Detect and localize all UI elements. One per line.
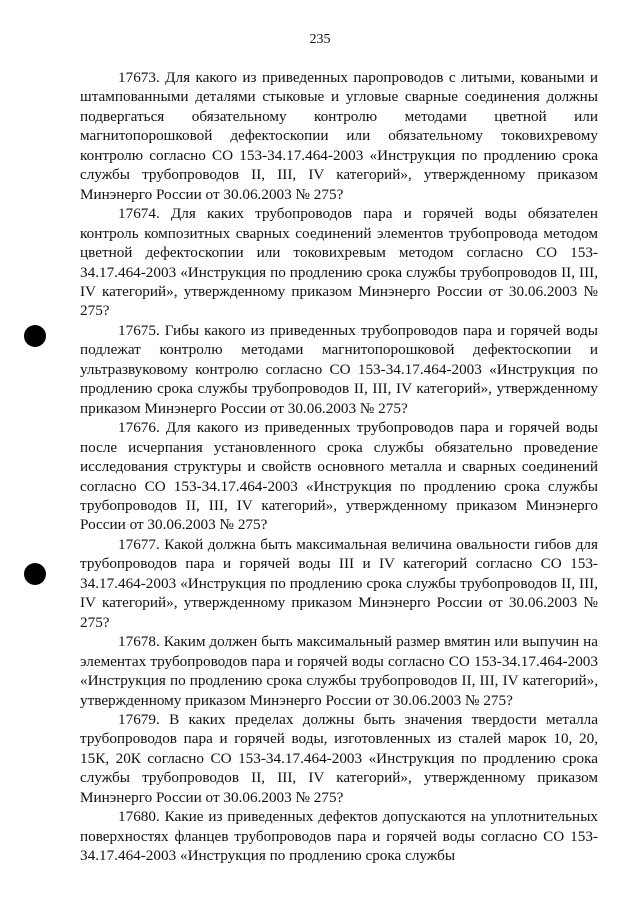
- question-17676: 17676. Для какого из приведенных трубопроводов пара и горячей воды после исчерпания установленного срока службы обязательно проведение исследования структуры и свойств основного металла и сварных соединений согласно СО 153-34.17.464-2003 «Инструкция по продлению срока службы трубопроводов II, III, IV категорий», утвержденному приказом Минэнерго России от 30.06.2003 № 275?: [80, 419, 598, 534]
- question-17677: 17677. Какой должна быть максимальная величина овальности гибов для трубопроводов пара и горячей воды III и IV категорий согласно СО 153-34.17.464-2003 «Инструкция по продлению срока службы трубопроводов II, III, IV категорий», утвержденному приказом Минэнерго России от 30.06.2003 № 275?: [80, 535, 598, 631]
- question-17680: 17680. Какие из приведенных дефектов допускаются на уплотнительных поверхностях фланцев трубопроводов пара и горячей воды согласно СО 153-34.17.464-2003 «Инструкция по продлению срока службы: [80, 808, 598, 865]
- binder-hole: [24, 325, 46, 347]
- question-17679: 17679. В каких пределах должны быть значения твердости металла трубопроводов пара и горячей воды, изготовленных из сталей марок 10, 20, 15К, 20К согласно СО 153-34.17.464-2003 «Инструкция по продлению срока службы трубопроводов II, III, IV категорий», утвержденному приказом Минэнерго России от 30.06.2003 № 275?: [80, 710, 598, 806]
- binder-hole: [24, 563, 46, 585]
- question-17674: 17674. Для каких трубопроводов пара и горячей воды обязателен контроль композитных сварных соединений элементов трубопровода методом цветной дефектоскопии или токовихревым методом согласно СО 153-34.17.464-2003 «Инструкция по продлению срока службы трубопроводов II, III, IV категорий», утвержденному приказом Минэнерго России от 30.06.2003 № 275?: [80, 205, 598, 320]
- page-number: 235: [309, 32, 331, 47]
- question-17673: 17673. Для какого из приведенных паропроводов с литыми, коваными и штампованными деталями стыковые и угловые сварные соединения должны подвергаться обязательному контролю методами цветной или магнитопорошковой дефектоскопии или обязательному токовихревому контролю согласно СО 153-34.17.464-2003 «Инструкция по продлению срока службы трубопроводов II, III, IV категорий», утвержденному приказом Минэнерго России от 30.06.2003 № 275?: [80, 69, 598, 203]
- question-list: [80, 68, 598, 866]
- question-17675: 17675. Гибы какого из приведенных трубопроводов пара и горячей воды подлежат контролю методами магнитопорошковой дефектоскопии и ультразвуковому контролю согласно СО 153-34.17.464-2003 «Инструкция по продлению срока службы трубопроводов II, III, IV категорий», утвержденному приказом Минэнерго России от 30.06.2003 № 275?: [80, 321, 598, 417]
- question-17678: 17678. Каким должен быть максимальный размер вмятин или выпучин на элементах трубопроводов пара и горячей воды согласно СО 153-34.17.464-2003 «Инструкция по продлению срока службы трубопроводов II, III, IV категорий», утвержденному приказом Минэнерго России от 30.06.2003 № 275?: [80, 633, 598, 709]
